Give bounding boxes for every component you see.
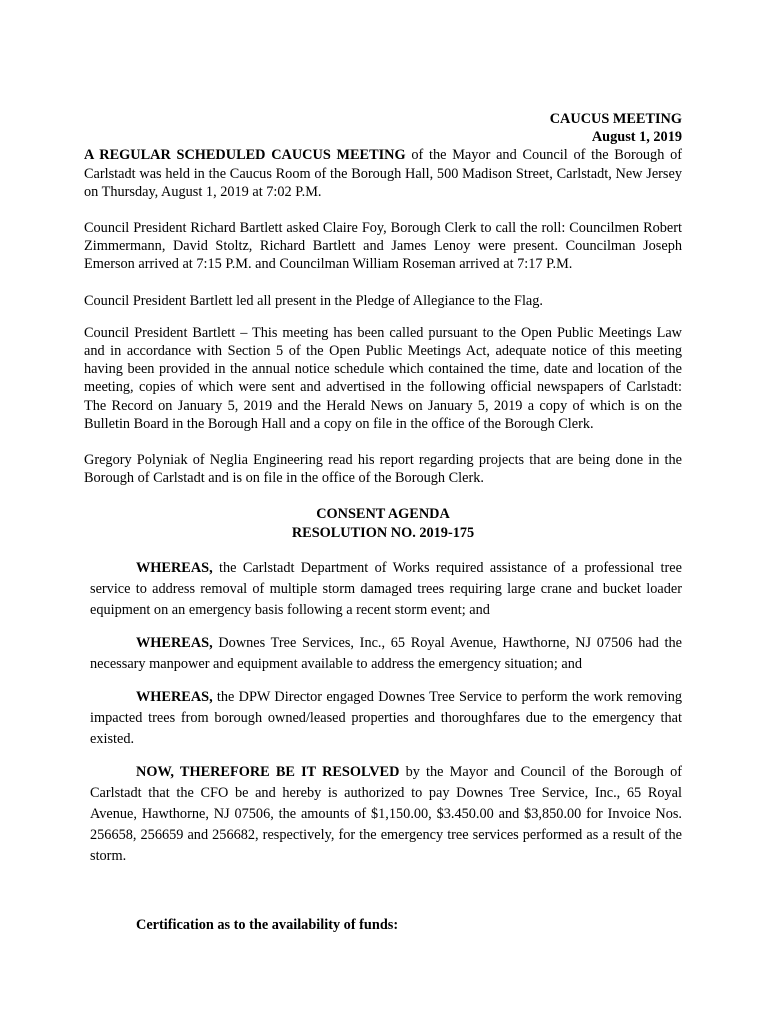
whereas-bold-1: WHEREAS, [136,559,213,576]
certification-heading: Certification as to the availability of funds: [136,916,399,933]
notice-paragraph: Council President Bartlett – This meeting has been called pursuant to the Open Public Meetings Law and in accordance with Section 5 of the Open Public Meetings Act, adequate notice of this meeting having been provided in the annual notice schedule which contained the time, date and location of the meeting, copies of which were sent and advertised in the following official newspapers of Carlstadt: The Record on January 5, 2019 and the Herald News on January 5, 2019 a copy of which is on the Bulletin Board in the Borough Hall and a copy on file in the office of the Borough Clerk. [84,324,682,432]
whereas-clause-3 [90,687,682,750]
whereas-text-2: Downes Tree Services, Inc., 65 Royal Avenue, Hawthorne, NJ 07506 had the necessary manpower and equipment available to address the emergency situation; and [90,634,682,672]
resolution-number: RESOLUTION NO. 2019-175 [291,524,475,541]
roll-call-paragraph: Council President Richard Bartlett asked Claire Foy, Borough Clerk to call the roll: Councilmen Robert Zimmermann, David Stoltz, Richard Bartlett and James Lenoy were present. Councilman Joseph Emerson arrived at 7:15 P.M. and Councilman William Roseman arrived at 7:17 P.M. [84,220,682,273]
whereas-bold-3: WHEREAS, [136,688,213,705]
pledge-paragraph: Council President Bartlett led all present in the Pledge of Allegiance to the Flag. [84,292,543,309]
document-page [84,110,682,936]
whereas-bold-2: WHEREAS, [136,634,213,651]
engineering-report-paragraph: Gregory Polyniak of Neglia Engineering read his report regarding projects that are being done in the Borough of Carlstadt and is on file in the office of the Borough Clerk. [84,452,682,487]
meeting-date: August 1, 2019 [591,129,682,146]
resolved-text: by the Mayor and Council of the Borough of Carlstadt that the CFO be and hereby is authorized to pay Downes Tree Service, Inc., 65 Royal Avenue, Hawthorne, NJ 07506, the amounts of $1,150.00, $3.450.00 and $3,850.00 for Invoice Nos. 256658, 256659 and 256682, respectively, for the emergency tree services performed as a result of the storm. [90,763,682,864]
opening-text: of the Mayor and Council of the Borough of Carlstadt was held in the Caucus Room of the Borough Hall, 500 Madison Street, Carlstadt, New Jersey on Thursday, August 1, 2019 at 7:02 P.M. [84,147,682,200]
whereas-text-1: the Carlstadt Department of Works required assistance of a professional tree service to address removal of multiple storm damaged trees requiring large crane and bucket loader equipment on an emergency basis following a recent storm event; and [90,559,682,618]
resolution-body [90,558,682,936]
meeting-title: CAUCUS MEETING [549,111,682,127]
whereas-clause-2 [90,633,682,675]
resolved-clause [90,762,682,867]
whereas-text-3: the DPW Director engaged Downes Tree Service to perform the work removing impacted trees from borough owned/leased properties and thoroughfares due to the emergency that existed. [90,688,682,747]
opening-bold: A REGULAR SCHEDULED CAUCUS MEETING [84,147,406,164]
opening-paragraph [84,146,682,201]
consent-agenda-heading: CONSENT AGENDA [316,506,450,523]
resolved-bold: NOW, THEREFORE BE IT RESOLVED [136,763,400,780]
whereas-clause-1 [90,558,682,621]
